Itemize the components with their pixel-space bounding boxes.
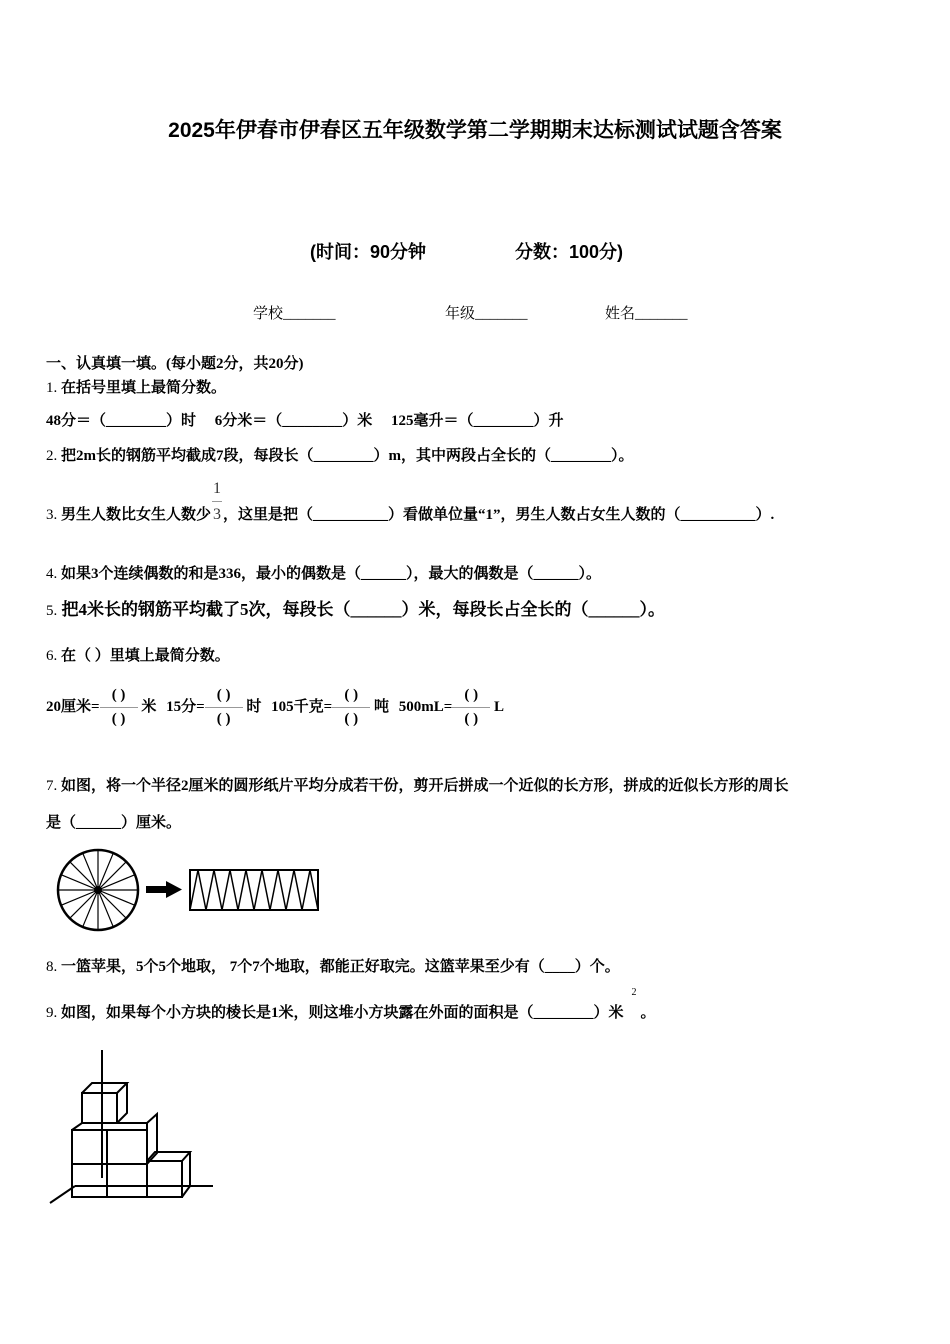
denominator-blank: ( ) (216, 711, 231, 727)
q-text: 把4米长的钢筋平均截了5次，每段长（______）米，每段长占全长的（______）。 (61, 600, 665, 619)
circle-to-rectangle-figure (50, 845, 330, 935)
question-6 (46, 644, 230, 665)
q-number: 7. (46, 778, 58, 794)
numerator-blank: ( ) (452, 688, 490, 708)
numerator-blank: ( ) (332, 688, 370, 708)
sector-line (70, 862, 98, 890)
arrow-icon (146, 881, 182, 898)
q-number: 2. (46, 448, 58, 464)
denominator-blank: ( ) (344, 711, 359, 727)
q6-lhs: 500mL= (398, 698, 453, 715)
q6-item (46, 687, 157, 727)
superscript: 2 (631, 987, 637, 998)
q-text: 如果3个连续偶数的和是336，最小的偶数是（______），最大的偶数是（______）。 (61, 566, 602, 582)
section-heading: 一、认真填一填。(每小题2分，共20分) (46, 356, 304, 372)
fraction-blank (332, 688, 370, 727)
fraction-blank (100, 688, 138, 727)
q6-item (166, 687, 262, 727)
denominator-blank: ( ) (111, 711, 126, 727)
q-number: 3. (46, 507, 58, 523)
question-8 (46, 955, 620, 976)
q-text: 男生人数比女生人数少 (61, 507, 212, 523)
zigzag-rectangle (190, 870, 318, 910)
q-number: 9. (46, 1005, 58, 1021)
q-text: 在（ ）里填上最简分数。 (61, 648, 230, 664)
question-6-fractions (46, 688, 504, 727)
question-7-cont: 是（______）厘米。 (46, 815, 182, 831)
grade-field: 年级_______ (445, 306, 528, 322)
q6-unit: 米 (141, 698, 157, 715)
sector-line (70, 890, 98, 918)
numerator-blank: ( ) (205, 688, 243, 708)
q-text: 一篮苹果，5个5个地取， 7个7个地取，都能正好取完。这篮苹果至少有（____）个。 (61, 959, 620, 975)
q6-item (271, 687, 389, 727)
question-3 (46, 480, 775, 524)
q6-item (398, 687, 505, 727)
exam-time: (时间：90分钟 (310, 242, 427, 262)
q6-unit: L (494, 698, 505, 715)
q6-unit: 时 (246, 698, 262, 715)
numerator-blank: ( ) (100, 688, 138, 708)
q-number: 1. (46, 380, 58, 396)
exam-score: 分数：100分) (515, 242, 624, 262)
question-2 (46, 444, 634, 465)
q-number: 8. (46, 959, 58, 975)
question-4 (46, 562, 601, 583)
q-number: 5. (46, 603, 58, 619)
q-number: 4. (46, 566, 58, 582)
q-text: 如图，将一个半径2厘米的圆形纸片平均分成若干份，剪开后拼成一个近似的长方形，拼成的近似长方形的周长 (61, 778, 789, 794)
denominator-blank: ( ) (464, 711, 479, 727)
q6-lhs: 20厘米= (46, 698, 100, 715)
school-field: 学校_______ (253, 306, 336, 322)
page-title: 2025年伊春市伊春区五年级数学第二学期期末达标测试试题含答案 (168, 119, 782, 142)
name-field: 姓名_______ (605, 306, 688, 322)
cubes (72, 1083, 190, 1197)
q-text: 如图，如果每个小方块的棱长是1米，则这堆小方块露在外面的面积是（________）米 (61, 1005, 624, 1021)
q6-lhs: 15分= (166, 698, 205, 715)
q-text: 把2m长的钢筋平均截成7段，每段长（________）m，其中两段占全长的（________）。 (61, 448, 634, 464)
question-9 (46, 987, 656, 1022)
question-1 (46, 376, 226, 397)
q-text: 在括号里填上最简分数。 (61, 380, 227, 396)
sector-line (98, 890, 126, 918)
divided-circle (58, 850, 138, 930)
fraction-denominator: 3 (213, 506, 222, 523)
q6-lhs: 105千克= (271, 698, 333, 715)
sector-line (98, 862, 126, 890)
period: 。 (640, 1005, 656, 1021)
question-1-line: 48分＝（________）时 6分米＝（________）米 125毫升＝（________）升 (46, 413, 564, 429)
q-text: ，这里是把（__________）看做单位量“1”，男生人数占女生人数的（__________）. (223, 507, 775, 523)
fraction (213, 480, 222, 524)
q-number: 6. (46, 648, 58, 664)
fraction-blank (452, 688, 490, 727)
cube-stack-figure (45, 1048, 220, 1208)
q6-unit: 吨 (373, 698, 389, 715)
question-5 (46, 595, 665, 620)
fraction-bar (212, 501, 222, 502)
fraction-blank (205, 688, 243, 727)
question-7 (46, 774, 789, 795)
fraction-numerator: 1 (213, 480, 222, 497)
